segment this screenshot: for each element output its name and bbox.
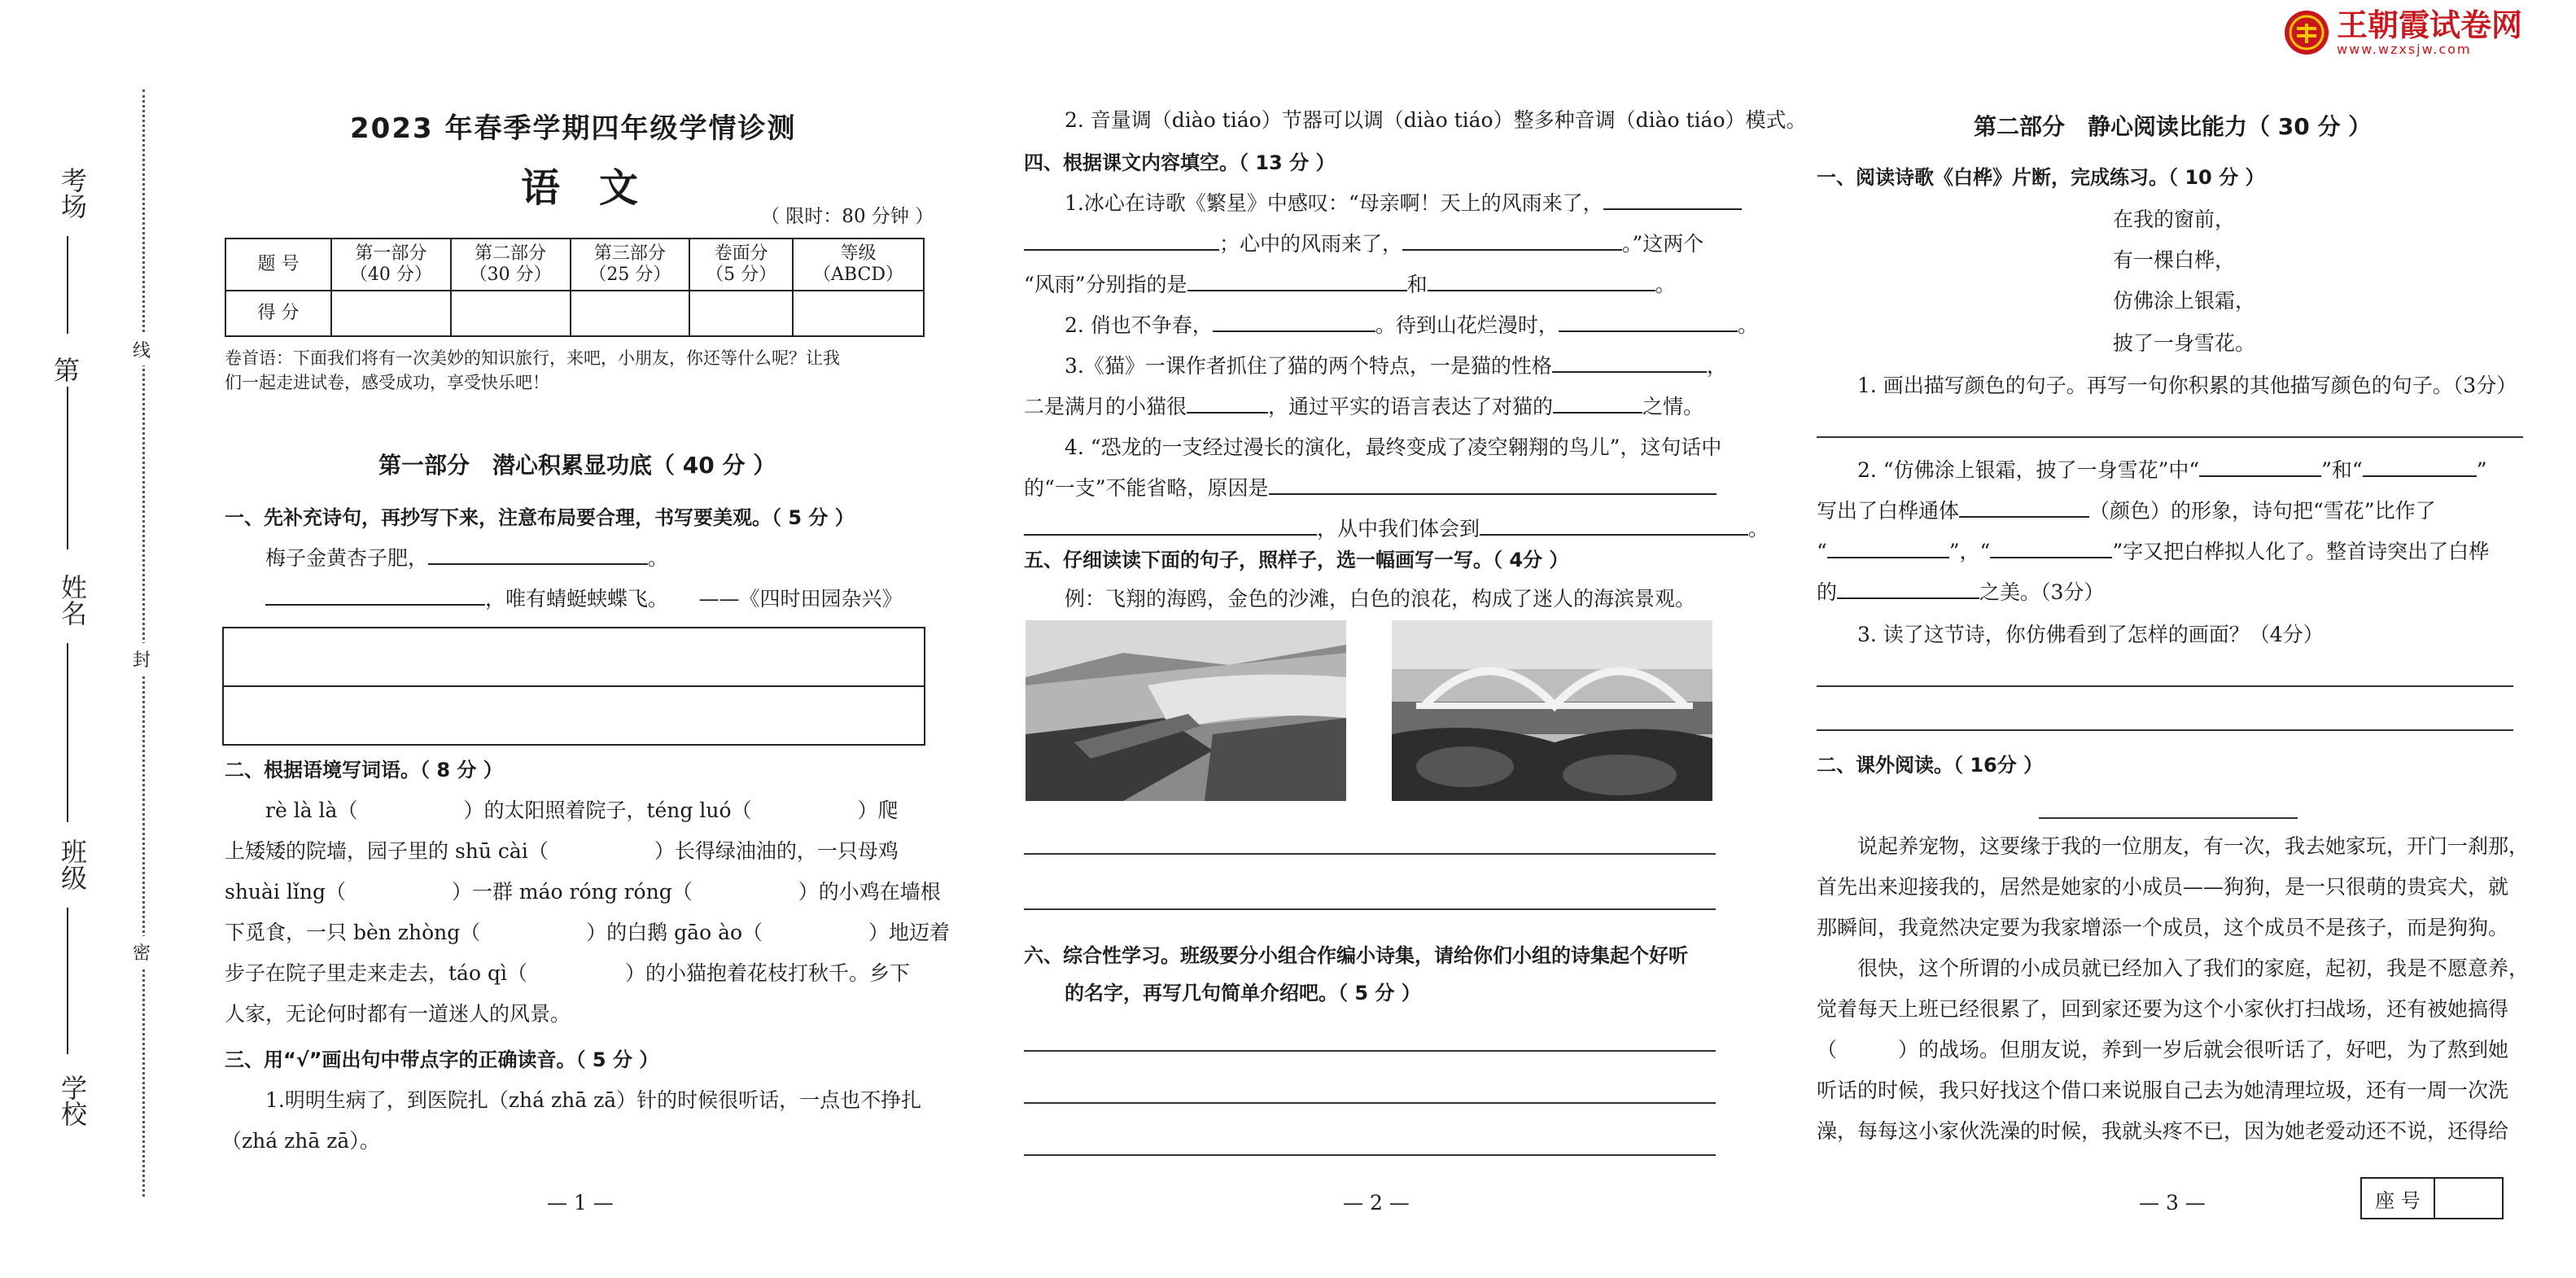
binding-xian: 线 (133, 334, 151, 365)
intro-line-1: 卷首语：下面我们将有一次美妙的知识旅行，来吧，小朋友，你还等什么呢？让我 (225, 348, 840, 368)
q4-blank-10[interactable] (1553, 394, 1642, 414)
binding-blank-di (67, 387, 68, 549)
q1-line-b: ，唯有蜻蜓蛱蝶飞。 ——《四时田园杂兴》 (265, 584, 903, 614)
q4-line-9: ，从中我们体会到 。 (1024, 514, 1769, 544)
passage-line-7: 听话的时候，我只好找这个借口来说服自己去为她清理垃圾，还有一周一次洗 (1817, 1079, 2509, 1102)
page-number-1: — 1 — (547, 1191, 614, 1215)
q3-heading: 三、用“√”画出句中带点字的正确读音。（ 5 分 ） (225, 1048, 659, 1071)
q4-line-4: 2. 俏也不争春， 。待到山花烂漫时， 。 (1065, 313, 1758, 337)
q4-blank-4[interactable] (1187, 272, 1407, 291)
passage-line-6: （ ）的战场。但朋友说，养到一岁后就会很听话了，好吧，为了熬到她 (1817, 1038, 2509, 1061)
q3-line-2: （zhá zhā zā）。 (221, 1129, 380, 1153)
q1-blank-2[interactable] (265, 586, 485, 606)
score-cell[interactable] (571, 291, 690, 336)
exam-title: 2023 年春季学期四年级学情诊测 (350, 112, 797, 145)
q4-blank-12[interactable] (1024, 516, 1317, 536)
p3-s2-line-2: 写出了白桦通体 （颜色）的形象，诗句把“雪花”比作了 (1817, 499, 2436, 523)
q5-answer-line-1[interactable] (1024, 853, 1716, 855)
q3-line-3: 2. 音量调（diào tiáo）节器可以调（diào tiáo）整多种音调（diào tiáo）模式。 (1065, 108, 1807, 132)
q4-blank-3[interactable] (1402, 231, 1622, 251)
q4-line-3: “风雨”分别指的是 和 。 (1024, 273, 1676, 296)
q6-answer-line-1[interactable] (1024, 1050, 1716, 1052)
logo-url: www.wzxsjw.com (2337, 42, 2472, 57)
q6-heading-line-1: 六、综合性学习。班级要分小组合作编小诗集，请给你们小组的诗集起个好听 (1024, 944, 1688, 967)
photo-bridge[interactable] (1392, 620, 1712, 801)
p3-s2-line-4: 的 之美。（3分） (1817, 580, 2105, 604)
passage-line-1: 说起养宠物，这要缘于我的一位朋友，有一次，我去她家玩，开门一刹那， (1857, 834, 2530, 858)
p3-s1-answer-line[interactable] (1817, 436, 2523, 438)
q2-line-1: rè là là（ ）的太阳照着院子，téng luó（ ）爬 (265, 799, 899, 822)
q1-blank-1[interactable] (428, 545, 648, 565)
page-number-3: — 3 — (2139, 1191, 2206, 1215)
p3-s2-line-3: “ ”，“ ”字又把白桦拟人化了。整首诗突出了白桦 (1817, 540, 2490, 563)
binding-blank-banji (67, 908, 68, 1054)
q4-line-5: 3.《猫》一课作者抓住了猫的两个特点，一是猫的性格 ， (1065, 354, 1727, 378)
binding-blank-xingming (67, 643, 68, 822)
score-table (225, 238, 925, 337)
page-number-2: — 2 — (1343, 1191, 1410, 1215)
p3-s2-blank-5[interactable] (1990, 539, 2112, 558)
q5-example: 例：飞翔的海鸥，金色的沙滩，白色的浪花，构成了迷人的海滨景观。 (1065, 587, 1696, 611)
q3-line-1: 1.明明生病了，到医院扎（zhá zhā zā）针的时候很听话，一点也不挣扎 (265, 1088, 922, 1112)
p3-s3-answer-line-2[interactable] (1817, 729, 2513, 731)
q4-line-6: 二是满月的小猫很 ，通过平实的语言表达了对猫的 之情。 (1024, 395, 1704, 418)
passage-title-blank[interactable] (2039, 817, 2298, 819)
seat-number-label: 座 号 (2362, 1179, 2435, 1218)
exam-subject: 语 文 (521, 165, 639, 211)
q4-line-1: 1.冰心在诗歌《繁星》中感叹：“母亲啊！天上的风雨来了， (1065, 189, 1742, 218)
passage-line-3: 那瞬间，我竟然决定要为我家增添一个成员，这个成员不是孩子，而是狗狗。 (1817, 916, 2509, 939)
passage-line-5: 觉着每天上班已经很累了，回到家还要为这个小家伙打扫战场，还有被她搞得 (1817, 997, 2509, 1021)
q5-heading: 五、仔细读读下面的句子，照样子，选一幅画写一写。（ 4分 ） (1024, 549, 1569, 571)
score-head-grade: 等级 （ABCD） (793, 239, 924, 291)
score-head-part1: 第一部分 （40 分） (331, 239, 451, 291)
score-head-part2: 第二部分 （30 分） (451, 239, 571, 291)
binding-kaochang: 考场 (57, 167, 88, 219)
poem-line-3: 仿佛涂上银霜， (2113, 289, 2256, 313)
poem-line-1: 在我的窗前， (2113, 208, 2236, 231)
poem-line-2: 有一棵白桦， (2113, 248, 2236, 272)
q4-blank-6[interactable] (1213, 313, 1375, 332)
part2-heading: 第二部分 静心阅读比能力（ 30 分 ） (1974, 113, 2372, 140)
q4-blank-8[interactable] (1552, 353, 1707, 373)
p3-s2-blank-6[interactable] (1837, 580, 1979, 599)
passage-line-2: 首先出来迎接我的，居然是她家的小成员——狗狗，是一只很萌的贵宾犬，就 (1817, 875, 2509, 899)
binding-xingming: 姓名 (57, 574, 88, 626)
q2-line-5: 步子在院子里走来走去，táo qì（ ）的小猫抱着花枝打秋千。乡下 (225, 961, 910, 985)
score-head-neatness: 卷面分 （5 分） (689, 239, 793, 291)
p3-s2-blank-1[interactable] (2199, 457, 2321, 477)
photo-dam[interactable] (1026, 620, 1346, 801)
logo-emblem-icon (2283, 9, 2330, 56)
intro-line-2: 们一起走进试卷，感受成功，享受快乐吧！ (225, 373, 549, 392)
p3-s3-answer-line-1[interactable] (1817, 685, 2513, 687)
q5-answer-line-2[interactable] (1024, 908, 1716, 910)
binding-blank-kaochang (67, 236, 68, 334)
poem-line-4: 披了一身雪花。 (2113, 331, 2256, 355)
q6-answer-line-3[interactable] (1024, 1154, 1716, 1156)
p3-q2-heading: 二、课外阅读。（ 16分 ） (1817, 754, 2044, 777)
q4-blank-2[interactable] (1024, 231, 1219, 251)
score-cell[interactable] (689, 291, 793, 336)
p3-s2-line-1: 2. “仿佛涂上银霜，披了一身雪花”中“ ”和“ ” (1857, 458, 2487, 482)
seat-number-field[interactable] (2435, 1179, 2502, 1218)
q4-blank-13[interactable] (1480, 516, 1748, 536)
p3-s2-blank-4[interactable] (1827, 539, 1949, 558)
site-logo (2283, 8, 2522, 57)
q4-blank-9[interactable] (1187, 394, 1268, 414)
q1-copy-box[interactable] (222, 627, 925, 746)
p3-q1-heading: 一、阅读诗歌《白桦》片断，完成练习。（ 10 分 ） (1817, 166, 2265, 189)
passage-line-8: 澡，每每这小家伙洗澡的时候，我就头疼不已，因为她老爱动还不说，还得给 (1817, 1119, 2509, 1143)
q4-blank-7[interactable] (1559, 313, 1738, 332)
q1-line-a: 梅子金黄杏子肥， 。 (265, 546, 669, 570)
score-cell[interactable] (793, 291, 924, 336)
binding-di: 第 (54, 355, 81, 386)
q2-line-6: 人家，无论何时都有一道迷人的风景。 (225, 1002, 571, 1026)
q6-heading-line-2: 的名字，再写几句简单介绍吧。（ 5 分 ） (1065, 982, 1421, 1004)
q4-blank-1[interactable] (1603, 190, 1742, 210)
q4-line-7: 4. “恐龙的一支经过漫长的演化，最终变成了凌空翱翔的鸟儿”，这句话中 (1065, 435, 1722, 459)
time-limit: （ 限时：80 分钟 ） (761, 206, 934, 227)
q2-heading: 二、根据语境写词语。（ 8 分 ） (225, 759, 503, 781)
p3-s2-blank-2[interactable] (2363, 457, 2477, 477)
passage-line-4: 很快，这个所谓的小成员就已经加入了我们的家庭，起初，我是不愿意养， (1857, 956, 2530, 980)
p3-s2-blank-3[interactable] (1959, 498, 2089, 518)
q4-line-8: 的“一支”不能省略，原因是 (1024, 474, 1717, 503)
q6-answer-line-2[interactable] (1024, 1102, 1716, 1104)
q2-line-2: 上矮矮的院墙，园子里的 shū cài（ ）长得绿油油的，一只母鸡 (225, 839, 899, 863)
part1-heading: 第一部分 潜心积累显功底（ 40 分 ） (378, 452, 776, 479)
score-head-part3: 第三部分 （25 分） (571, 239, 690, 291)
logo-name: 王朝霞试卷网 (2337, 7, 2523, 43)
seat-number-box (2360, 1177, 2504, 1219)
q4-line-2: ；心中的风雨来了， 。”这两个 (1024, 230, 1703, 259)
score-row-label: 得 分 (225, 291, 331, 336)
q2-line-3: shuài lǐng（ ）一群 máo róng róng（ ）的小鸡在墙根 (225, 880, 941, 904)
binding-xuexiao: 学校 (57, 1074, 88, 1127)
p3-s3: 3. 读了这节诗，你仿佛看到了怎样的画面？（4分） (1857, 623, 2324, 646)
q4-blank-11[interactable] (1269, 475, 1717, 495)
score-cell[interactable] (331, 291, 451, 336)
q2-line-4: 下觅食，一只 bèn zhòng（ ）的白鹅 gāo ào（ ）地迈着 (225, 921, 951, 944)
binding-mi: 密 (133, 936, 151, 968)
q1-heading: 一、先补充诗句，再抄写下来，注意布局要合理，书写要美观。（ 5 分 ） (225, 506, 855, 529)
score-cell[interactable] (451, 291, 571, 336)
q4-blank-5[interactable] (1428, 272, 1655, 291)
p3-s1: 1. 画出描写颜色的句子。再写一句你积累的其他描写颜色的句子。（3分） (1857, 374, 2517, 397)
score-head-label: 题 号 (225, 239, 331, 291)
binding-banji: 班级 (57, 838, 88, 891)
binding-feng: 封 (133, 643, 151, 675)
q4-heading: 四、根据课文内容填空。（ 13 分 ） (1024, 151, 1336, 174)
